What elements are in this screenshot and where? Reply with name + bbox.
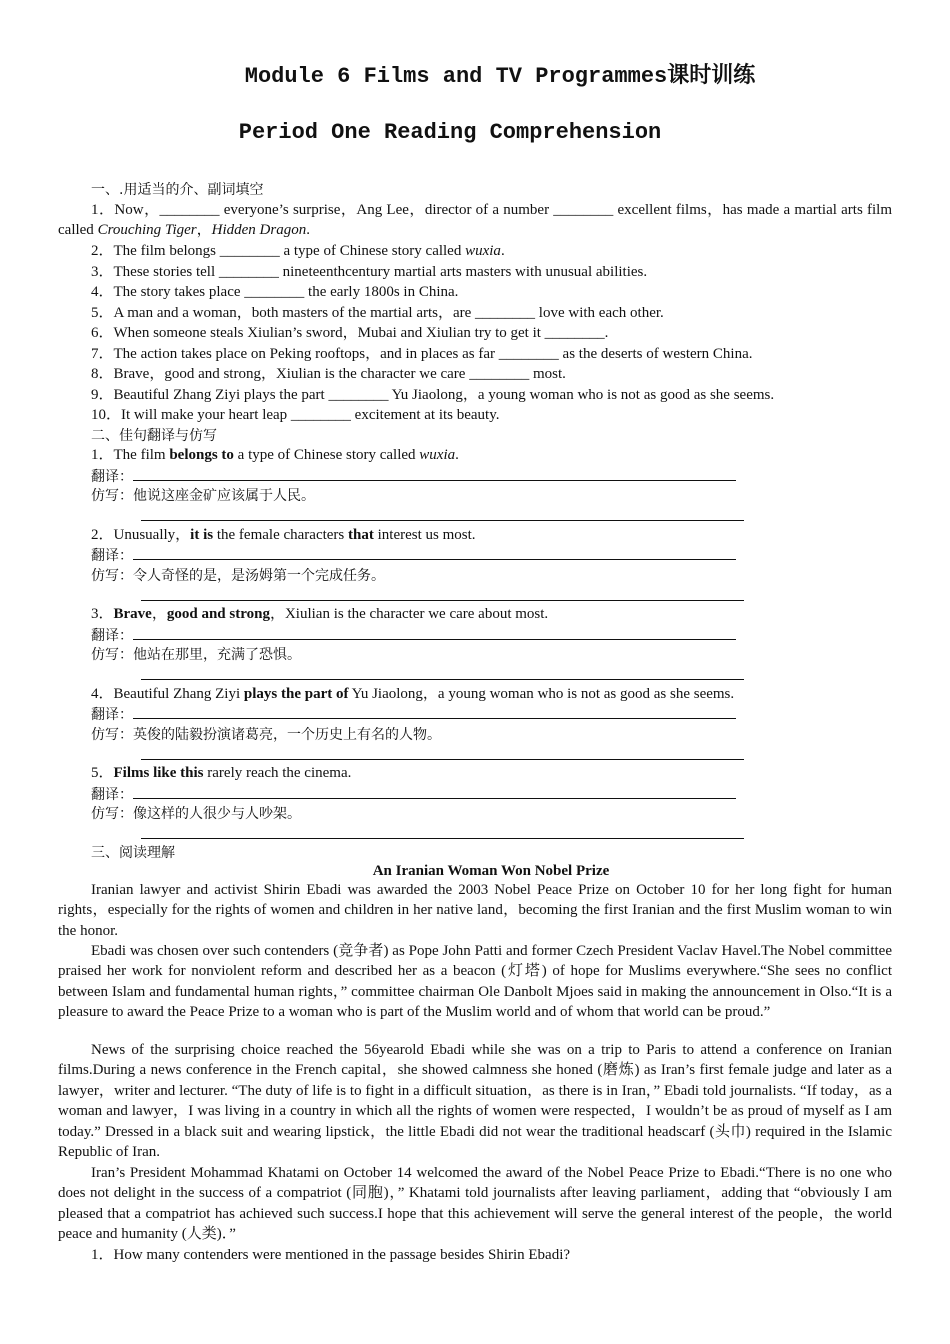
sentence-5-key: Films like this <box>113 765 204 781</box>
translate-line-3 <box>91 625 736 646</box>
sentence-1-italic: wuxia <box>419 447 456 463</box>
section2-heading: 二、佳句翻译与仿写 <box>91 428 217 444</box>
imitate-label: 仿写： <box>91 568 133 584</box>
answer-blank[interactable] <box>133 784 736 799</box>
section1-question-7: 7．The action takes place on Peking rooftops，and in places as far ________ as the deserts of western China. <box>91 346 753 362</box>
section3-heading: 三、阅读理解 <box>91 845 175 861</box>
sentence-5-end: rarely reach the cinema. <box>203 765 352 781</box>
translate-label: 翻译： <box>91 628 133 644</box>
sentence-1-key-phrase: belongs to <box>169 447 234 463</box>
section1-question-10: 10．It will make your heart leap ________ excitement at its beauty. <box>91 407 500 423</box>
answer-blank[interactable] <box>141 586 744 601</box>
imitate-prompt-2: 令人奇怪的是，是汤姆第一个完成任务。 <box>133 568 385 584</box>
answer-blank[interactable] <box>133 625 736 640</box>
section1-heading: 一、.用适当的介、副词填空 <box>91 182 264 198</box>
translate-label: 翻译： <box>91 548 133 564</box>
section1-question-1 <box>58 200 892 241</box>
sentence-3-key-1: Brave <box>113 606 152 622</box>
imitate-label: 仿写： <box>91 806 133 822</box>
page-title: Module 6 Films and TV Programmes课时训练 <box>244 64 756 89</box>
translate-line-4 <box>91 704 736 725</box>
sentence-3 <box>91 604 548 624</box>
sentence-3-sep: ， <box>151 606 167 622</box>
q1-film-title-1: Crouching Tiger <box>97 222 197 239</box>
sentence-2 <box>91 525 476 545</box>
imitate-prompt-5: 像这样的人很少与人吵架。 <box>133 806 301 822</box>
translate-line-1 <box>91 466 736 487</box>
translate-line-5 <box>91 784 736 805</box>
imitate-line-3 <box>91 645 301 665</box>
sentence-2-text: 2．Unusually， <box>91 527 191 543</box>
answer-blank[interactable] <box>133 466 736 481</box>
page-subtitle: Period One Reading Comprehension <box>238 120 662 145</box>
section1-question-6: 6．When someone steals Xiulian’s sword，Mubai and Xiulian try to get it ________. <box>91 325 609 341</box>
answer-line-1[interactable] <box>141 506 744 527</box>
translate-label: 翻译： <box>91 707 133 723</box>
sentence-2-end: interest us most. <box>373 527 476 543</box>
sentence-5-text: 5． <box>91 765 114 781</box>
answer-blank[interactable] <box>141 506 744 521</box>
article-paragraph-1: Iranian lawyer and activist Shirin Ebadi was awarded the 2003 Nobel Peace Prize on October 10 for her long fight for human rights，especially for the rights of women and children in her native land，becoming the first Iranian and the first Muslim woman to win the honor. <box>58 882 892 939</box>
imitate-line-4 <box>91 725 441 745</box>
section1-question-5: 5．A man and a woman，both masters of the martial arts，are ________ love with each other. <box>91 305 664 321</box>
q2-text: 2．The film belongs ________ a type of Chinese story called <box>91 243 466 259</box>
q1-film-title-2: Hidden Dragon <box>211 222 307 239</box>
sentence-4-end: Yu Jiaolong，a young woman who is not as good as she seems. <box>348 686 735 702</box>
section1-question-9: 9．Beautiful Zhang Ziyi plays the part ________ Yu Jiaolong，a young woman who is not as good as she seems. <box>91 387 775 403</box>
sentence-5 <box>91 763 351 783</box>
imitate-line-5 <box>91 804 301 824</box>
sentence-4-key: plays the part of <box>243 686 349 702</box>
sentence-3-text: 3． <box>91 606 114 622</box>
q1-end: . <box>306 222 310 239</box>
sentence-1 <box>91 445 459 465</box>
translate-label: 翻译： <box>91 787 133 803</box>
article-paragraph-3: News of the surprising choice reached the 56yearold Ebadi while she was on a trip to Paris to attend a conference on Iranian films.During a news conference in the French capital，she showed calmness she honed (磨炼) as Iran’s first female judge and later as a lawyer，writer and lecturer. “The duty of life is to fight in a difficult situation，as there is in Iran，” Ebadi told journalists. “If today，as a woman and lawyer，I was living in a country in which all the rights of women were respected，I wouldn’t be as proud of myself as I am today.” Dressed in a black suit and wearing lipstick，the little Ebadi did not wear the traditional headscarf (头巾) required in the Islamic Republic of Iran. <box>58 1042 892 1161</box>
answer-line-5[interactable] <box>141 824 744 845</box>
answer-blank[interactable] <box>141 665 744 680</box>
sentence-1-mid: a type of Chinese story called <box>233 447 420 463</box>
translate-label: 翻译： <box>91 469 133 485</box>
article-paragraph-4: Iran’s President Mohammad Khatami on October 14 welcomed the award of the Nobel Peace Prize to Ebadi.“There is no one who does not delight in the success of a compatriot (同胞)，” Khatami told journalists after leaving parliament，adding that “obviously I am pleased that a compatriot has achieved such success.I hope that this achievement will serve the general interest of the people，the world peace and humanity (人类)．” <box>58 1165 892 1243</box>
article-paragraph-2: Ebadi was chosen over such contenders (竞争者) as Pope John Patti and former Czech President Vaclav Havel.The Nobel committee praised her work for nonviolent reform and described her as a beacon (灯塔) of hope for Muslims everywhere.“She sees no conflict between Islam and fundamental human rights，” committee chairman Ole Danbolt Mjoes said in making the announcement in Olso.“It is a pleasure to award the Peace Prize to a woman who is part of the Muslim world and of whom that world can be proud.” <box>58 943 892 1021</box>
section1-question-8: 8．Brave，good and strong，Xiulian is the character we care ________ most. <box>91 366 566 382</box>
answer-blank[interactable] <box>133 704 736 719</box>
imitate-prompt-4: 英俊的陆毅扮演诸葛亮，一个历史上有名的人物。 <box>133 727 441 743</box>
answer-line-3[interactable] <box>141 665 744 686</box>
q1-separator: ， <box>196 222 212 239</box>
q2-end: . <box>500 243 505 259</box>
sentence-2-key-2: that <box>348 527 374 543</box>
q2-italic: wuxia <box>465 243 501 259</box>
sentence-4 <box>91 684 734 704</box>
imitate-label: 仿写： <box>91 488 133 504</box>
imitate-line-1 <box>91 486 315 506</box>
section1-question-3: 3．These stories tell ________ nineteenthcentury martial arts masters with unusual abilities. <box>91 264 648 280</box>
sentence-1-end: . <box>455 447 459 463</box>
sentence-2-mid: the female characters <box>213 527 349 543</box>
sentence-3-end: ，Xiulian is the character we care about most. <box>269 606 549 622</box>
sentence-2-key-1: it is <box>190 527 214 543</box>
answer-blank[interactable] <box>133 545 736 560</box>
sentence-3-key-2: good and strong <box>166 606 270 622</box>
section1-question-2 <box>91 241 505 261</box>
imitate-line-2 <box>91 566 385 586</box>
q1-text: 1．Now，________ everyone’s surprise，Ang Lee，director of a number ________ excellent films，has made a martial arts film called <box>58 202 892 239</box>
answer-blank[interactable] <box>141 745 744 760</box>
imitate-prompt-1: 他说这座金矿应该属于人民。 <box>133 488 315 504</box>
imitate-label: 仿写： <box>91 647 133 663</box>
article-title: An Iranian Woman Won Nobel Prize <box>372 863 610 879</box>
section1-question-4: 4．The story takes place ________ the early 1800s in China. <box>91 284 459 300</box>
translate-line-2 <box>91 545 736 566</box>
imitate-prompt-3: 他站在那里，充满了恐惧。 <box>133 647 301 663</box>
sentence-4-text: 4．Beautiful Zhang Ziyi <box>91 686 244 702</box>
answer-blank[interactable] <box>141 824 744 839</box>
imitate-label: 仿写： <box>91 727 133 743</box>
reading-question-1: 1．How many contenders were mentioned in the passage besides Shirin Ebadi? <box>91 1247 571 1263</box>
sentence-1-text: 1．The film <box>91 447 170 463</box>
